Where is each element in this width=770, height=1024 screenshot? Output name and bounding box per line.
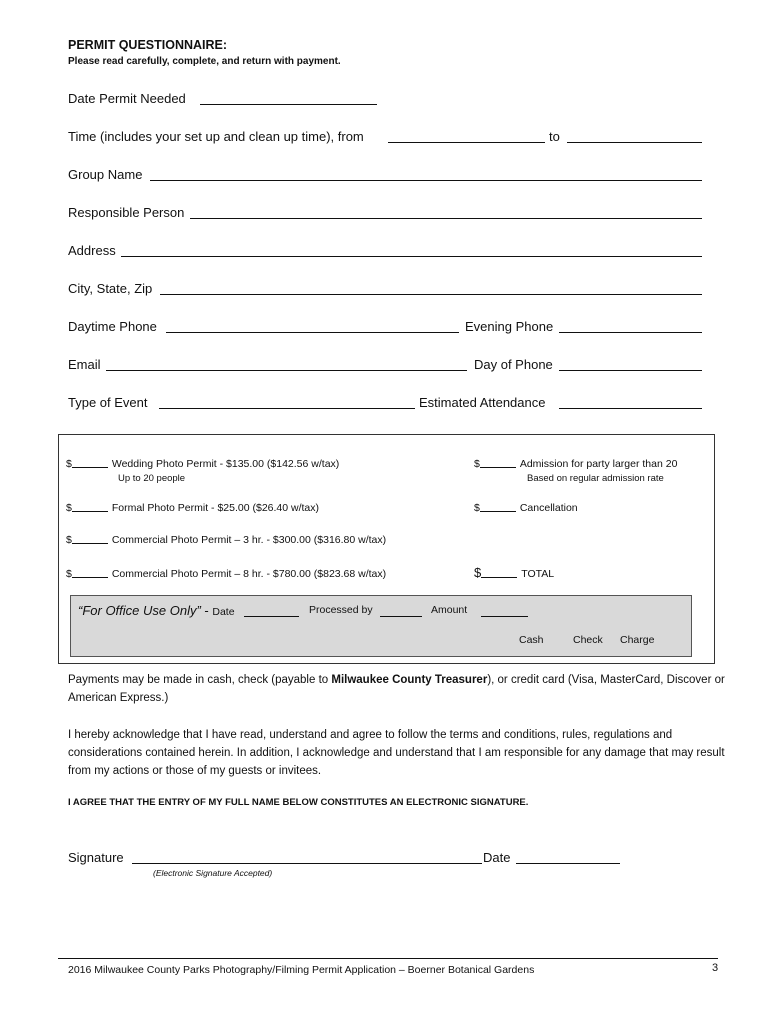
admission-fee-label: Admission for party larger than 20	[519, 458, 678, 470]
office-use-title: “For Office Use Only”	[78, 603, 201, 618]
day-of-phone-field[interactable]	[559, 370, 702, 371]
admission-note: Based on regular admission rate	[527, 473, 664, 484]
payments-paragraph	[68, 671, 728, 707]
evening-phone-label: Evening Phone	[465, 319, 554, 334]
group-name-field[interactable]	[150, 180, 702, 181]
type-of-event-label: Type of Event	[68, 395, 148, 410]
office-use-title-row	[78, 602, 235, 620]
dollar-sign: $	[66, 458, 72, 470]
commercial-3hr-amount-field[interactable]	[72, 533, 108, 544]
commercial-3hr-fee-row	[66, 533, 386, 546]
office-amount-field[interactable]	[481, 616, 528, 617]
formal-amount-field[interactable]	[72, 501, 108, 512]
wedding-amount-field[interactable]	[72, 457, 108, 468]
payments-suffix: ), or credit card (Visa, MasterCard, Discover or American Express.)	[68, 674, 725, 704]
dollar-sign: $	[474, 565, 482, 580]
address-label: Address	[68, 243, 116, 258]
processed-by-field[interactable]	[380, 616, 422, 617]
city-state-zip-field[interactable]	[160, 294, 702, 295]
signature-field[interactable]	[132, 863, 482, 864]
address-field[interactable]	[121, 256, 702, 257]
estimated-attendance-label: Estimated Attendance	[419, 395, 546, 410]
total-label: TOTAL	[521, 568, 555, 580]
city-state-zip-label: City, State, Zip	[68, 281, 153, 296]
page-subtitle: Please read carefully, complete, and return with payment.	[68, 56, 341, 67]
dollar-sign: $	[66, 568, 72, 580]
time-from-field[interactable]	[388, 142, 545, 143]
wedding-fee-row	[66, 457, 339, 470]
total-row	[474, 565, 554, 580]
office-date-label: Date	[212, 606, 235, 618]
group-name-label: Group Name	[68, 167, 143, 182]
date-needed-field[interactable]	[200, 104, 377, 105]
time-to-label: to	[549, 129, 560, 144]
signature-date-label: Date	[483, 850, 511, 865]
payments-prefix: Payments may be made in cash, check (payable to	[68, 674, 332, 686]
estimated-attendance-field[interactable]	[559, 408, 702, 409]
office-use-dash: -	[200, 603, 213, 618]
cancellation-amount-field[interactable]	[480, 501, 516, 512]
electronic-signature-agreement: I AGREE THAT THE ENTRY OF MY FULL NAME BELOW CONSTITUTES AN ELECTRONIC SIGNATURE.	[68, 797, 529, 808]
responsible-person-field[interactable]	[190, 218, 702, 219]
commercial-8hr-fee-row	[66, 567, 386, 580]
office-date-field[interactable]	[244, 616, 299, 617]
cancellation-fee-label: Cancellation	[519, 502, 578, 514]
email-field[interactable]	[106, 370, 467, 371]
admission-fee-row	[474, 457, 677, 470]
email-label: Email	[68, 357, 101, 372]
page-number: 3	[712, 962, 719, 974]
dollar-sign: $	[474, 458, 480, 470]
responsible-person-label: Responsible Person	[68, 205, 185, 220]
dollar-sign: $	[474, 502, 480, 514]
check-option[interactable]: Check	[573, 634, 603, 646]
daytime-phone-label: Daytime Phone	[68, 319, 157, 334]
dollar-sign: $	[66, 534, 72, 546]
time-to-field[interactable]	[567, 142, 702, 143]
office-amount-label: Amount	[431, 604, 468, 616]
dollar-sign: $	[66, 502, 72, 514]
formal-fee-label: Formal Photo Permit - $25.00 ($26.40 w/tax)	[111, 502, 320, 514]
total-amount-field[interactable]	[481, 567, 517, 578]
time-from-label: Time (includes your set up and clean up time), from	[68, 129, 364, 144]
type-of-event-field[interactable]	[159, 408, 415, 409]
signature-note: (Electronic Signature Accepted)	[153, 868, 273, 878]
charge-option[interactable]: Charge	[620, 634, 655, 646]
cancellation-fee-row	[474, 501, 578, 514]
date-needed-label: Date Permit Needed	[68, 91, 186, 106]
signature-date-field[interactable]	[516, 863, 620, 864]
wedding-note: Up to 20 people	[118, 473, 186, 484]
page-title: PERMIT QUESTIONNAIRE:	[68, 38, 228, 52]
footer-divider	[58, 958, 718, 959]
formal-fee-row	[66, 501, 319, 514]
admission-amount-field[interactable]	[480, 457, 516, 468]
cash-option[interactable]: Cash	[519, 634, 544, 646]
payee-name: Milwaukee County Treasurer	[331, 674, 488, 686]
commercial-8hr-amount-field[interactable]	[72, 567, 108, 578]
wedding-fee-label: Wedding Photo Permit - $135.00 ($142.56 w/tax)	[111, 458, 340, 470]
day-of-phone-label: Day of Phone	[474, 357, 553, 372]
daytime-phone-field[interactable]	[166, 332, 459, 333]
processed-by-label: Processed by	[309, 604, 373, 616]
commercial-8hr-fee-label: Commercial Photo Permit – 8 hr. - $780.00 ($823.68 w/tax)	[111, 568, 387, 580]
signature-label: Signature	[68, 850, 124, 865]
commercial-3hr-fee-label: Commercial Photo Permit – 3 hr. - $300.00 ($316.80 w/tax)	[111, 534, 387, 546]
evening-phone-field[interactable]	[559, 332, 702, 333]
footer-text: 2016 Milwaukee County Parks Photography/Filming Permit Application – Boerner Botanical Gardens	[68, 964, 535, 976]
acknowledgement-paragraph: I hereby acknowledge that I have read, understand and agree to follow the terms and conditions, rules, regulations and considerations contained herein. In addition, I acknowledge and understand that I am responsible for any damage that may result from my actions or those of my guests or invitees.	[68, 729, 725, 777]
